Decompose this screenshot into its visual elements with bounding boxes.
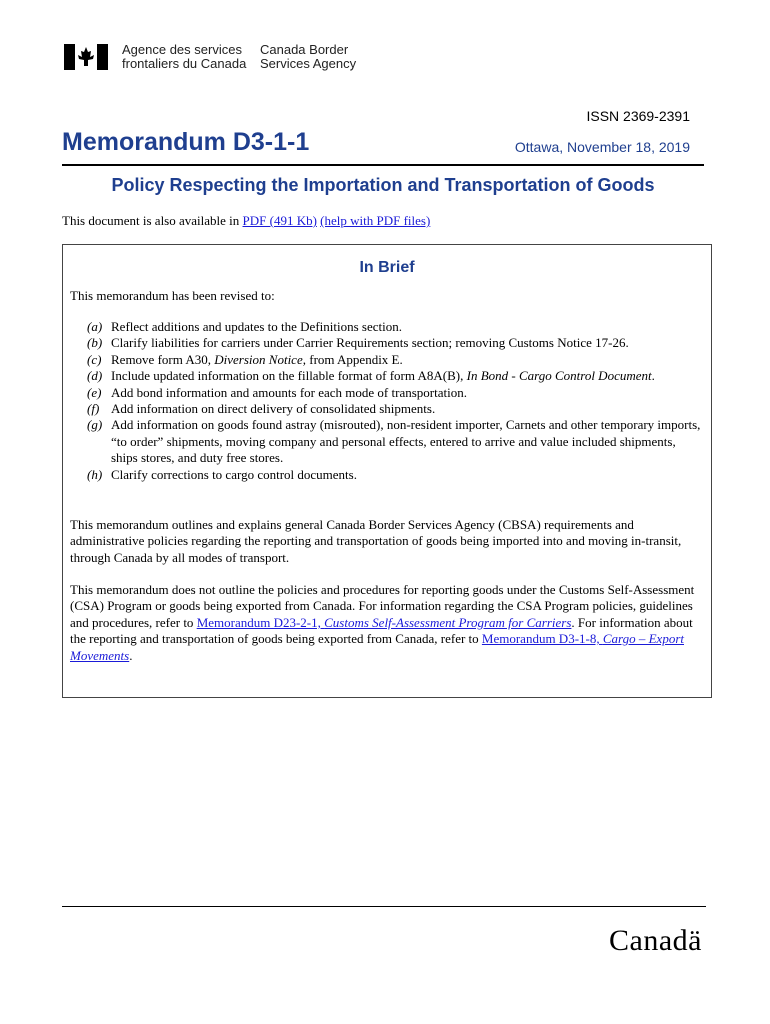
agency-en-line1: Canada Border: [260, 42, 349, 57]
list-item-text: Add bond information and amounts for each mode of transportation.: [111, 384, 467, 400]
overview-paragraph: This memorandum outlines and explains general Canada Border Services Agency (CBSA) requirements and administrative policies regarding the reporting and transportation of goods being imported into and moving in-transit, through Canada by all modes of transport.: [70, 517, 682, 565]
list-item-text: Add information on goods found astray (misrouted), non-resident importer, Carnets and other temporary imports, “to order” shipments, moving company and personal effects, entered to arrive and value included shipments, ships stores, and duty free stores.: [111, 417, 701, 466]
list-item-number: (h): [87, 466, 103, 482]
list-item-number: (a): [87, 319, 103, 334]
list-item-number: (b): [87, 335, 103, 351]
list-item: [87, 335, 703, 351]
list-item: [87, 467, 703, 483]
memo-title: Memorandum D3-1-1: [62, 128, 310, 156]
agency-fr-line1: Agence des services: [122, 42, 242, 57]
list-item-number: (f): [87, 401, 100, 417]
list-item-text: Add information on direct delivery of consolidated shipments.: [111, 401, 436, 417]
agency-fr-line2: frontaliers du Canada: [122, 56, 247, 71]
availability-prefix: This document is also available in: [62, 213, 243, 228]
memo-date: Ottawa, November 18, 2019: [514, 139, 690, 155]
list-item-text: Clarify corrections to cargo control documents.: [111, 466, 357, 482]
agency-name-english: [260, 43, 356, 71]
list-item-number: (e): [87, 384, 102, 400]
list-item-text: Remove form A30, Diversion Notice, from Appendix E.: [111, 351, 403, 367]
in-brief-box: [62, 244, 712, 698]
agency-name-french: [122, 43, 246, 71]
availability-line: [62, 213, 430, 229]
list-item-text: Clarify liabilities for carriers under Carrier Requirements section; removing Customs Notice 17-26.: [111, 335, 629, 351]
scope-paragraph: This memorandum does not outline the policies and procedures for reporting goods under the Customs Self-Assessment (CSA) Program or goods being exported from Canada. For information regarding the CSA Program policies, guidelines and procedures, refer to Memorandum D23-2-1, Customs Self-Assessment Program for Carriers. For information about the reporting and transportation of goods being exported from Canada, refer to Memorandum D3-1-8, Cargo – Export Movements.: [70, 582, 695, 663]
list-item: [87, 401, 703, 417]
canada-wordmark: Canadä: [609, 924, 702, 957]
document-title: Policy Respecting the Importation and Transportation of Goods: [111, 175, 655, 195]
memo-d3-1-8-link[interactable]: Memorandum D3-1-8, Cargo – Export Movements: [70, 631, 684, 663]
list-item: [87, 352, 703, 368]
list-item-number: (d): [87, 368, 103, 384]
memo-d23-2-1-link[interactable]: Memorandum D23-2-1, Customs Self-Assessment Program for Carriers: [196, 614, 572, 630]
pdf-help-link[interactable]: (help with PDF files): [320, 213, 431, 228]
issn-number: ISSN 2369-2391: [586, 108, 690, 124]
list-item-number: (g): [87, 417, 103, 433]
canada-flag-icon: [64, 44, 108, 70]
revision-list: [87, 319, 703, 483]
in-brief-heading: In Brief: [359, 259, 415, 276]
list-item-text: Include updated information on the fillable format of form A8A(B), In Bond - Cargo Control Document.: [111, 368, 655, 384]
list-item: [87, 417, 703, 466]
list-item-text: Reflect additions and updates to the Definitions section.: [111, 319, 402, 334]
pdf-link[interactable]: PDF (491 Kb): [242, 213, 317, 228]
list-item: [87, 368, 703, 384]
list-item: [87, 385, 703, 401]
list-item: [87, 319, 703, 335]
agency-en-line2: Services Agency: [260, 56, 357, 71]
in-brief-intro: This memorandum has been revised to:: [70, 288, 275, 303]
footer-divider: [62, 906, 706, 907]
list-item-number: (c): [87, 351, 102, 367]
title-divider: [62, 164, 704, 166]
